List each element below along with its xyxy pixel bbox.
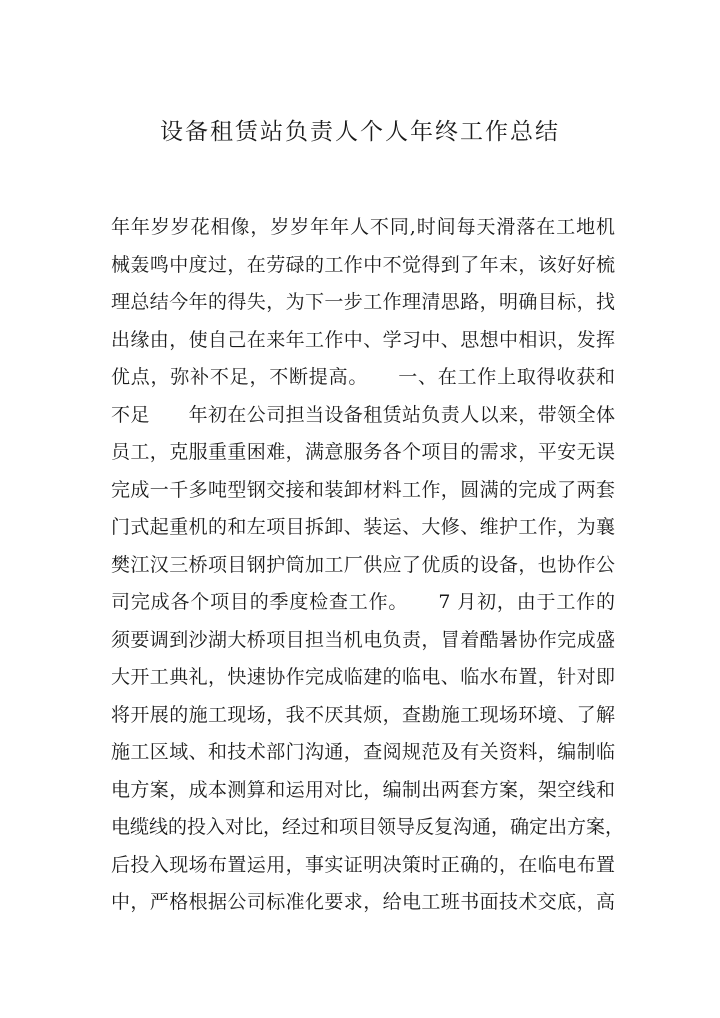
body-line: 后投入现场布置运用，事实证明决策时正确的，在临电布置 <box>111 853 615 876</box>
document-body <box>111 209 625 922</box>
body-line: 电缆线的投入对比，经过和项目领导反复沟通，确定出方案， <box>111 816 625 838</box>
body-line: 年年岁岁花相像，岁岁年年人不同,时间每天滑落在工地机 <box>111 216 615 238</box>
body-line: 将开展的施工现场，我不厌其烦，查勘施工现场环境、了解 <box>111 703 615 726</box>
body-line: 械轰鸣中度过，在劳碌的工作中不觉得到了年末，该好好梳 <box>111 253 615 276</box>
body-line: 中，严格根据公司标准化要求，给电工班书面技术交底，高 <box>111 891 615 913</box>
document-title: 设备租赁站负责人个人年终工作总结 <box>160 119 560 145</box>
body-line: 优点，弥补不足，不断提高。 一、在工作上取得收获和 <box>111 366 615 388</box>
body-line: 须要调到沙湖大桥项目担当机电负责，冒着酷暑协作完成盛 <box>111 628 615 651</box>
body-line: 完成一千多吨型钢交接和装卸材料工作，圆满的完成了两套 <box>111 478 615 501</box>
body-line: 员工，克服重重困难，满意服务各个项目的需求，平安无误 <box>111 441 615 463</box>
body-line: 电方案，成本测算和运用对比，编制出两套方案，架空线和 <box>111 778 615 801</box>
body-line: 司完成各个项目的季度检查工作。 7 月初，由于工作的 <box>111 591 615 613</box>
body-line: 大开工典礼，快速协作完成临建的临电、临水布置，针对即 <box>111 666 615 688</box>
body-line: 施工区域、和技术部门沟通，查阅规范及有关资料，编制临 <box>111 741 615 763</box>
body-line: 理总结今年的得失，为下一步工作理清思路，明确目标，找 <box>111 291 615 313</box>
body-line: 门式起重机的和左项目拆卸、装运、大修、维护工作，为襄 <box>111 516 615 538</box>
body-line: 不足 年初在公司担当设备租赁站负责人以来，带领全体 <box>111 403 615 426</box>
body-line: 樊江汉三桥项目钢护筒加工厂供应了优质的设备，也协作公 <box>111 553 615 576</box>
body-line: 出缘由，使自己在来年工作中、学习中、思想中相识，发挥 <box>111 328 615 351</box>
